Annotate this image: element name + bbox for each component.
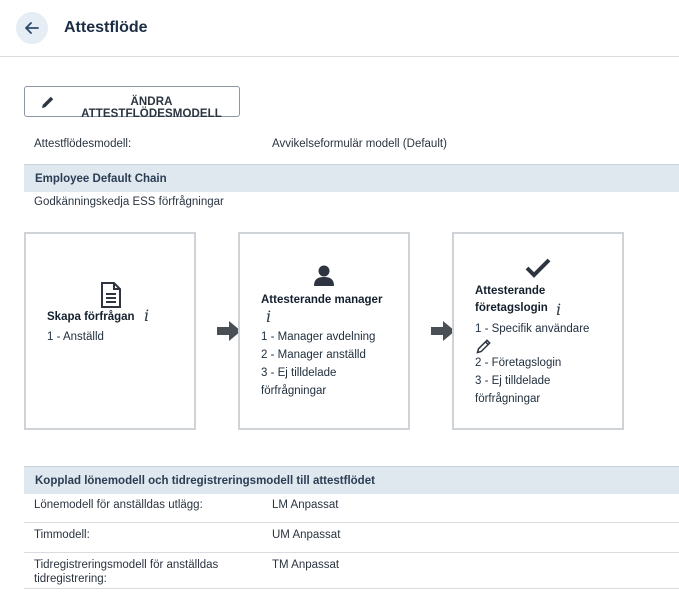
step-card-company-login	[452, 232, 624, 430]
linked-row-label: Lönemodell för anställdas utlägg:	[34, 499, 203, 511]
row-divider	[24, 552, 679, 553]
linked-row-label: Timmodell:	[34, 529, 90, 541]
linked-models-section-header	[24, 466, 679, 494]
linked-row-value: LM Anpassat	[272, 499, 339, 511]
page-header	[0, 0, 679, 57]
linked-row-value: UM Anpassat	[272, 529, 341, 541]
page-title: Attestflöde	[64, 19, 148, 36]
step-title-line2: företagslogin	[475, 302, 548, 314]
back-button[interactable]	[16, 12, 48, 44]
info-icon[interactable]: i	[556, 300, 562, 319]
step-line: 1 - Specifik användare	[475, 323, 590, 335]
step-title-line1: Attesterande	[475, 285, 546, 297]
step-line: 1 - Manager avdelning	[261, 331, 376, 343]
step-line: 1 - Anställd	[47, 331, 104, 343]
step-line: förfrågningar	[475, 393, 541, 405]
step-title: Skapa förfrågan	[47, 311, 135, 323]
info-icon[interactable]: i	[144, 306, 150, 325]
model-label: Attestflödesmodell:	[34, 138, 132, 150]
step-line: 2 - Manager anställd	[261, 349, 366, 361]
step-line: 2 - Företagslogin	[475, 357, 562, 369]
linked-row-label-line2: tidregistrering:	[34, 573, 107, 585]
step-title: Attesterande manager	[261, 294, 383, 306]
user-icon	[313, 265, 335, 287]
checkmark-icon	[525, 258, 551, 278]
info-icon[interactable]: i	[266, 307, 272, 326]
linked-models-title: Kopplad lönemodell och tidregistreringsmodell till attestflödet	[35, 475, 375, 487]
row-divider	[24, 588, 679, 589]
chain-subtitle: Godkänningskedja ESS förfrågningar	[34, 196, 224, 208]
model-value: Avvikelseformulär modell (Default)	[272, 138, 447, 150]
document-icon	[100, 282, 122, 308]
step-card-manager	[238, 232, 410, 430]
step-card-create-request	[24, 232, 196, 430]
linked-row-label-line1: Tidregistreringsmodell för anställdas	[34, 559, 219, 571]
chain-section-header	[24, 164, 679, 192]
step-line: 3 - Ej tilldelade	[475, 375, 551, 387]
edit-approval-model-button[interactable]	[24, 86, 240, 120]
step-line: 3 - Ej tilldelade	[261, 367, 337, 379]
linked-row-value: TM Anpassat	[272, 559, 340, 571]
pencil-icon	[41, 95, 55, 109]
row-divider	[24, 522, 679, 523]
chain-title: Employee Default Chain	[35, 173, 167, 185]
step-line: förfrågningar	[261, 385, 327, 397]
pencil-icon[interactable]	[476, 338, 492, 354]
edit-button-label: ÄNDRA ATTESTFLÖDESMODELL	[81, 96, 222, 120]
arrow-left-icon	[25, 22, 39, 34]
